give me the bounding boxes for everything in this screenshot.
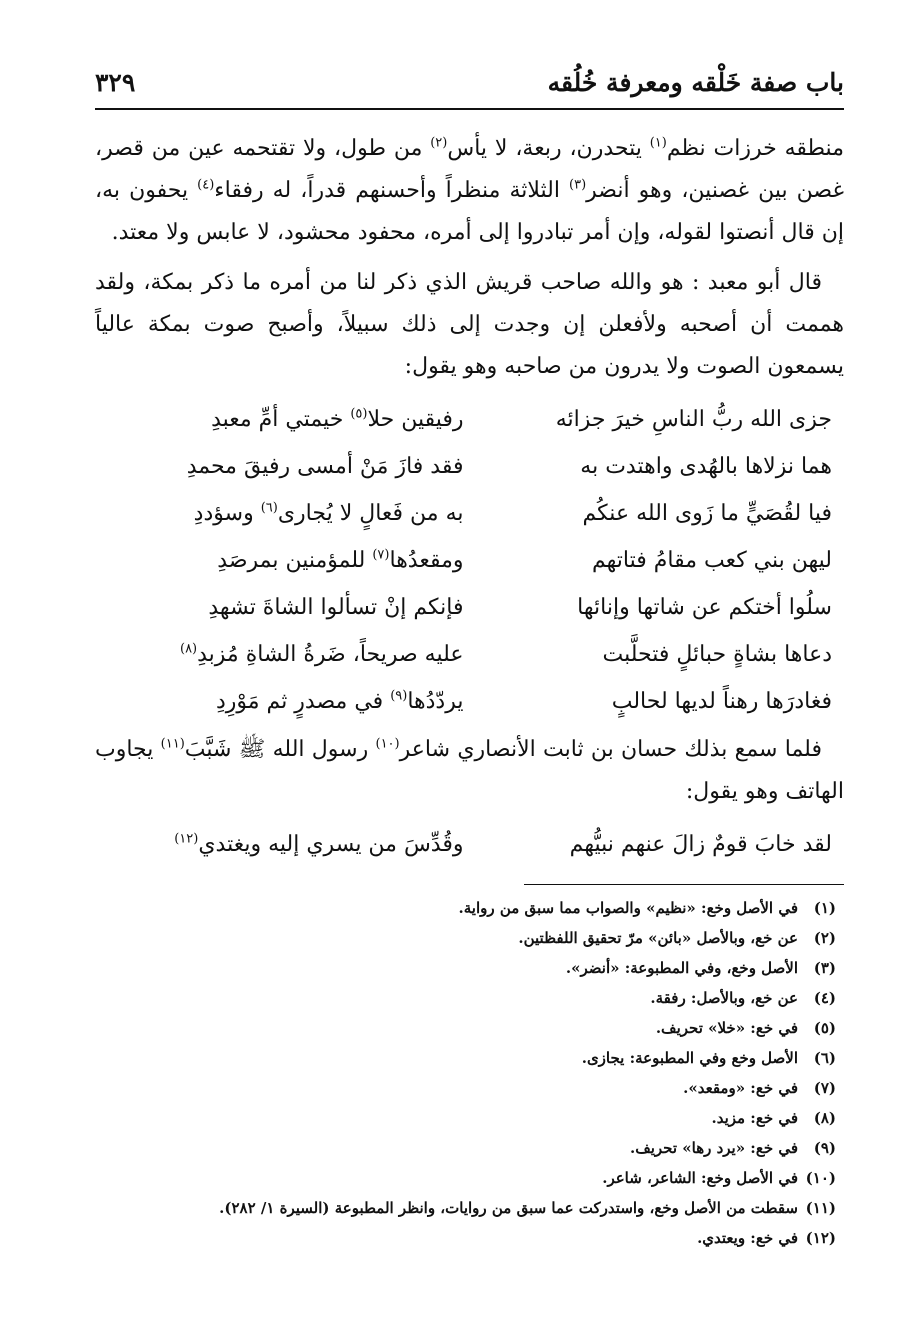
verse-second-hemistich: [95, 631, 464, 678]
verse-first-hemistich: [464, 490, 845, 537]
verse-first-hemistich: [464, 584, 845, 631]
verse-second-hemistich: [95, 678, 464, 725]
verse-first-hemistich: [464, 678, 845, 725]
verse-second-hemistich: [95, 443, 464, 490]
poem: [95, 396, 844, 725]
footnote: [95, 953, 836, 983]
text-run: يردّدُها: [407, 689, 464, 714]
footnote-marker: (٣): [569, 177, 587, 193]
text-run: يجاوب الهاتف وهو يقول:: [95, 737, 844, 804]
page-body: [95, 128, 844, 1253]
footnotes: [95, 893, 844, 1253]
footnote-number: (٥): [813, 1019, 836, 1037]
text-run: في مصدرٍ ثم مَوْرِدِ: [215, 689, 391, 714]
footnote-number: (٩): [813, 1139, 836, 1157]
paragraph-1: [95, 128, 844, 254]
footnote-marker: (٤): [197, 177, 215, 193]
verse-line: [95, 678, 844, 725]
text-run: رسول الله ﷺ شَبَّبَ: [184, 737, 376, 762]
text-run: لقد خابَ قومٌ زالَ عنهم نبيُّهم: [569, 832, 832, 857]
text-run: فلما سمع بذلك حسان بن ثابت الأنصاري شاعر: [399, 737, 822, 762]
footnote-number: (١٠): [805, 1169, 836, 1187]
footnote: [95, 983, 836, 1013]
footnote-marker: (٦): [260, 500, 278, 516]
text-run: عليه صريحاً، ضَرةُ الشاةِ مُزبدِ: [197, 642, 464, 667]
text-run: دعاها بشاةٍ حبائلٍ فتحلَّبت: [602, 642, 832, 667]
text-run: فقد فازَ مَنْ أمسى رفيقَ محمدِ: [186, 454, 464, 479]
verse-first-hemistich: [464, 537, 845, 584]
footnote: [95, 1223, 836, 1253]
text-run: خيمتي أمِّ معبدِ: [211, 407, 351, 432]
footnote-number: (٣): [813, 959, 836, 977]
footnote: [95, 1103, 836, 1133]
footnote-marker: (١١): [160, 736, 185, 752]
footnote: [95, 893, 836, 923]
page-number: ٣٢٩: [95, 67, 136, 97]
footnote-text: في خع: ويعتدي.: [697, 1229, 798, 1247]
footnote-text: سقطت من الأصل وخع، واستدركت عما سبق من روايات، وانظر المطبوعة (السيرة ١/ ٢٨٢).: [219, 1199, 798, 1217]
footnote-marker: (٥): [350, 406, 368, 422]
verse-first-hemistich: [464, 821, 845, 868]
footnote-number: (١١): [805, 1199, 836, 1217]
footnote: [95, 1073, 836, 1103]
text-run: فيا لقُصَيٍّ ما زَوى الله عنكُم: [582, 501, 832, 526]
text-run: ومقعدُها: [389, 548, 464, 573]
footnote-number: (١): [813, 899, 836, 917]
text-run: رفيقين حلا: [367, 407, 464, 432]
footnote: [95, 1163, 836, 1193]
verse-line: [95, 631, 844, 678]
text-run: جزى الله ربُّ الناسِ خيرَ جزائه: [555, 407, 832, 432]
verse-second-hemistich: [95, 537, 464, 584]
verse-line: [95, 443, 844, 490]
text-run: فإنكم إنْ تسألوا الشاةَ تشهدِ: [208, 595, 464, 620]
text-run: الثلاثة منظراً وأحسنهم قدراً، له رفقاء: [214, 178, 570, 203]
footnote: [95, 1133, 836, 1163]
text-run: سلُوا أختكم عن شاتها وإنائها: [577, 595, 832, 620]
running-header: [95, 62, 844, 102]
verse-line: [95, 396, 844, 443]
verse-line: [95, 584, 844, 631]
paragraph-3: [95, 729, 844, 813]
footnote-number: (٤): [813, 989, 836, 1007]
verse-line: [95, 537, 844, 584]
footnote: [95, 1043, 836, 1073]
footnote-number: (٢): [813, 929, 836, 947]
text-run: منطقه خرزات نظم: [666, 136, 844, 161]
footnote-marker: (٨): [179, 641, 198, 657]
footnote-text: عن خع، وبالأصل: رفقة.: [650, 989, 798, 1007]
footnote-text: عن خع، وبالأصل «بائن» مرّ تحقيق اللفظتين.: [518, 929, 798, 947]
footnote-marker: (١): [649, 135, 667, 151]
text-run: من طول، ولا تقتحمه عين من قصر، غصن بين غصنين، وهو أنضر: [95, 136, 845, 203]
footnote-text: في خع: مزيد.: [711, 1109, 798, 1127]
footnote-text: في الأصل وخع: الشاعر، شاعر.: [602, 1169, 798, 1187]
final-verse: [95, 821, 844, 868]
paragraph-2: [95, 262, 844, 388]
footnote-marker: (٧): [372, 547, 390, 563]
verse-first-hemistich: [464, 631, 845, 678]
verse-second-hemistich: [95, 821, 464, 868]
text-run: يحفون به، إن قال أنصتوا لقوله، وإن أمر تبادروا إلى أمره، محفود محشود، لا عابس ولا معتد.: [95, 178, 844, 245]
footnote-text: في خع: «خلا» تحريف.: [655, 1019, 798, 1037]
verse-second-hemistich: [95, 584, 464, 631]
footnote-marker: (١٢): [174, 831, 199, 847]
text-run: ليهن بني كعب مقامُ فتاتهم: [592, 548, 832, 573]
verse-first-hemistich: [464, 443, 845, 490]
verse-second-hemistich: [95, 396, 464, 443]
text-run: قال أبو معبد : هو والله صاحب قريش الذي ذكر لنا من أمره ما ذكر بمكة، ولقد هممت أن أصحبه ولأفعلن إن وجدت إلى ذلك سبيلاً، وأصبح صوت بمكة عالياً يسمعون الصوت ولا يدرون من صاحبه وهو يقول:: [95, 270, 844, 379]
text-run: به من فَعالٍ لا يُجارى: [277, 501, 464, 526]
header-rule: [95, 108, 844, 110]
chapter-title: باب صفة خَلْقه ومعرفة خُلُقه: [547, 67, 844, 97]
footnote-number: (٧): [813, 1079, 836, 1097]
footnote: [95, 1193, 836, 1223]
footnote: [95, 923, 836, 953]
footnote-marker: (١٠): [375, 736, 400, 752]
text-run: هما نزلاها بالهُدى واهتدت به: [580, 454, 832, 479]
verse-second-hemistich: [95, 490, 464, 537]
verse-line: [95, 490, 844, 537]
footnote-text: في الأصل وخع: «نظيم» والصواب مما سبق من رواية.: [458, 899, 798, 917]
footnote-text: في خع: «يرد رها» تحريف.: [629, 1139, 798, 1157]
footnote: [95, 1013, 836, 1043]
text-run: وسؤددِ: [193, 501, 261, 526]
footnote-text: الأصل وخع وفي المطبوعة: يجازى.: [581, 1049, 798, 1067]
footnote-text: الأصل وخع، وفي المطبوعة: «أنضر».: [565, 959, 798, 977]
text-run: وقُدِّسَ من يسري إليه ويغتدي: [198, 832, 464, 857]
footnote-rule: [524, 884, 844, 885]
footnote-number: (١٢): [805, 1229, 836, 1247]
footnote-number: (٦): [813, 1049, 836, 1067]
text-run: فغادرَها رهناً لديها لحالبٍ: [611, 689, 832, 714]
text-run: يتحدرن، ربعة، لا يأس: [447, 136, 650, 161]
text-run: للمؤمنين بمرصَدِ: [217, 548, 373, 573]
footnote-marker: (٩): [390, 688, 408, 704]
footnote-marker: (٢): [430, 135, 448, 151]
verse-first-hemistich: [464, 396, 845, 443]
footnote-number: (٨): [813, 1109, 836, 1127]
footnote-text: في خع: «ومقعد».: [683, 1079, 798, 1097]
